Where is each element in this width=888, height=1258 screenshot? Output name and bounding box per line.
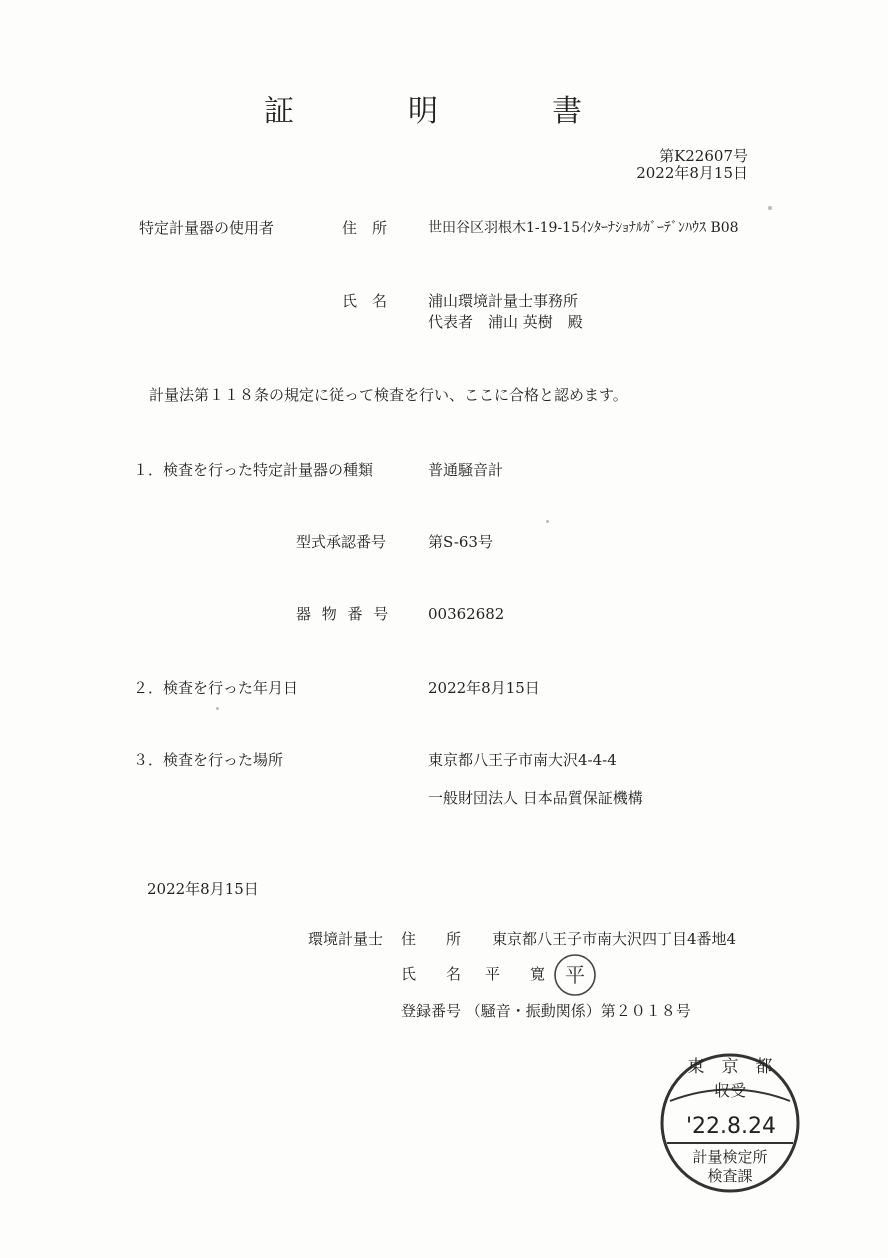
stamp-line2: 検査課: [707, 1167, 753, 1185]
footer-name: 平 寛: [485, 965, 546, 983]
footer-name-label: 氏 名: [401, 965, 462, 983]
serial-label: 器 物 番 号: [296, 605, 392, 623]
model-label: 型式承認番号: [296, 533, 387, 551]
scan-speck: [768, 206, 772, 210]
certificate-number: 第K22607号: [659, 147, 748, 165]
item3-value1: 東京都八王子市南大沢4-4-4: [428, 751, 617, 769]
stamp-middle-text: 収受: [713, 1081, 747, 1100]
footer-date: 2022年8月15日: [147, 880, 259, 898]
stamp-top-text: 東 京 都: [687, 1057, 773, 1077]
seal-character: 平: [565, 963, 585, 987]
statement: 計量法第１１８条の規定に従って検査を行い、ここに合格と認めます。: [149, 386, 628, 404]
item3-label: ３．検査を行った場所: [133, 751, 284, 769]
user-name-line2: 代表者 浦山 英樹 殿: [428, 313, 583, 331]
document-title: 証 明 書: [264, 94, 624, 129]
stamp-line1: 計量検定所: [692, 1148, 768, 1166]
issue-date: 2022年8月15日: [636, 164, 748, 182]
personal-seal: [550, 950, 600, 1000]
item3-value2: 一般財団法人 日本品質保証機構: [428, 789, 643, 807]
footer-role: 環境計量士: [308, 930, 384, 948]
user-address-label: 住 所: [342, 219, 388, 237]
registration-number: 登録番号 （騒音・振動関係）第２０１８号: [401, 1002, 691, 1020]
footer-address: 東京都八王子市南大沢四丁目4番地4: [492, 930, 737, 948]
item1-label: １．検査を行った特定計量器の種類: [133, 461, 374, 479]
user-name-line1: 浦山環境計量士事務所: [428, 292, 579, 310]
user-name-label: 氏 名: [342, 292, 388, 310]
scan-speck: [216, 707, 219, 710]
item1-value: 普通騒音計: [428, 461, 504, 479]
user-label: 特定計量器の使用者: [139, 219, 275, 237]
item2-label: ２．検査を行った年月日: [133, 679, 299, 697]
item2-value: 2022年8月15日: [428, 679, 540, 697]
received-stamp: [655, 1048, 805, 1198]
footer-address-label: 住 所: [401, 930, 462, 948]
scan-speck: [546, 520, 549, 523]
stamp-date: '22.8.24: [685, 1114, 777, 1139]
model-value: 第S-63号: [428, 533, 493, 551]
serial-value: 00362682: [428, 605, 505, 623]
user-address: 世田谷区羽根木1-19-15ｲﾝﾀｰﾅｼｮﾅﾙｶﾞｰﾃﾞﾝﾊｳｽ B08: [428, 220, 739, 236]
